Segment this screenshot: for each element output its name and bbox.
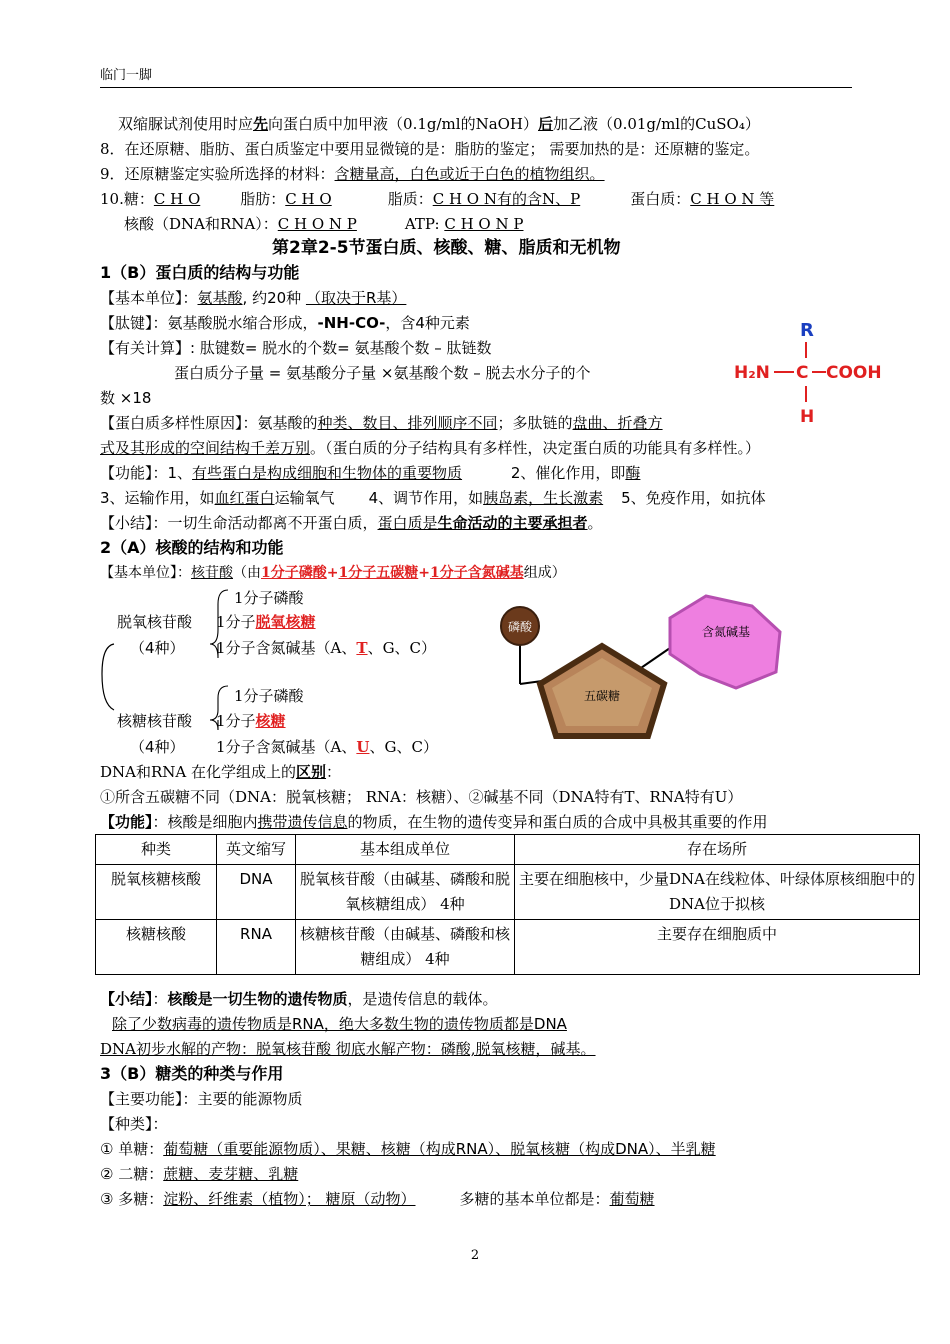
alpha-carbon-label: C (796, 363, 809, 383)
base-shape (670, 596, 780, 688)
table-header-row (96, 835, 920, 865)
deoxynucleotide-label: 脱氧核苷酸 (117, 613, 193, 631)
table-header-cell: 存在场所 (515, 835, 920, 865)
amino-group-label: H₂N (734, 363, 770, 383)
protein-unit-line: 【基本单位】：氨基酸, 约20种 （取决于R基） (100, 289, 407, 307)
nucleotide-illustration (490, 588, 830, 758)
difference-heading-line: DNA和RNA 在化学组成上的区别： (100, 763, 342, 781)
material-line: 9．还原糖鉴定实验所选择的材料：含糖量高，白色或近于白色的植物组织。 (100, 165, 605, 183)
outer-brace (102, 644, 114, 710)
deoxynucleotide-count: （4种） (130, 639, 185, 657)
ribonucleotide-label: 核糖核苷酸 (117, 712, 193, 730)
table-header-cell: 英文缩写 (217, 835, 296, 865)
protein-function-line-1: 【功能】：1、有些蛋白是构成细胞和生物体的重要物质 2、催化作用，即酶 (100, 464, 641, 482)
sugar-base-link (638, 648, 670, 670)
carboxyl-group-label: COOH (826, 363, 882, 383)
calc-line-1: 【有关计算】: 肽键数= 脱水的个数= 氨基酸个数 – 肽链数 (100, 339, 492, 357)
r-group-label: R (800, 320, 814, 341)
page-header: 临门一脚 (100, 64, 852, 88)
section-sugar-heading: 3（B）糖类的种类与作用 (100, 1064, 284, 1083)
amino-acid-structure (730, 318, 895, 430)
hydrogen-label: H (800, 407, 815, 427)
genetic-material-line: 除了少数病毒的遗传物质是RNA，绝大多数生物的遗传物质都是DNA (112, 1015, 567, 1033)
table-row (96, 865, 920, 920)
table-cell: 脱氧核糖核酸 (96, 865, 217, 920)
nucleic-function-line: 【功能】：核酸是细胞内携带遗传信息的物质，在生物的遗传变异和蛋白质的合成中具极其重要的作用 (100, 813, 768, 831)
protein-summary-line: 【小结】：一切生命活动都离不开蛋白质，蛋白质是生命活动的主要承担者。 (100, 514, 603, 532)
ribonucleotide-count: （4种） (130, 738, 185, 756)
ribo-component-base: 1分子含氮碱基（A、U、G、C） (216, 738, 438, 756)
table-cell: 核糖核苷酸（由碱基、磷酸和核糖组成） 4种 (296, 920, 515, 975)
peptide-bond-line: 【肽键】：氨基酸脱水缩合形成，-NH-CO-，含4种元素 (100, 314, 470, 332)
section-nucleic-heading: 2（A）核酸的结构和功能 (100, 538, 284, 557)
ribo-component-phosphate: 1分子磷酸 (234, 687, 304, 705)
deoxy-component-sugar: 1分子脱氧核糖 (216, 613, 316, 631)
calc-line-2: 蛋白质分子量 = 氨基酸分子量 ×氨基酸个数 – 脱去水分子的个 (174, 364, 591, 382)
table-header-cell: 种类 (96, 835, 217, 865)
disaccharide-line: ② 二糖：蔗糖、麦芽糖、乳糖 (100, 1165, 299, 1183)
deoxy-component-base: 1分子含氮碱基（A、T、G、C） (216, 639, 437, 657)
deoxy-component-phosphate: 1分子磷酸 (234, 589, 304, 607)
table-cell: 主要在细胞核中，少量DNA在线粒体、叶绿体原核细胞中的DNA位于拟核 (515, 865, 920, 920)
nucleic-acid-table (95, 834, 920, 975)
calc-line-3: 数 ×18 (100, 389, 152, 407)
monosaccharide-line: ① 单糖：葡萄糖（重要能源物质）、果糖、核糖（构成RNA）、脱氧核糖（构成DNA）、半乳糖 (100, 1140, 716, 1158)
table-cell: DNA (217, 865, 296, 920)
sugar-function-line: 【主要功能】：主要的能源物质 (100, 1090, 303, 1108)
diversity-line-1: 【蛋白质多样性原因】：氨基酸的种类、数目、排列顺序不同；多肽链的盘曲、折叠方 (100, 414, 663, 432)
table-cell: 核糖核酸 (96, 920, 217, 975)
table-cell: 脱氧核苷酸（由碱基、磷酸和脱氧核糖组成） 4种 (296, 865, 515, 920)
nucleic-summary-line: 【小结】：核酸是一切生物的遗传物质，是遗传信息的载体。 (100, 990, 498, 1008)
ribo-component-sugar: 1分子核糖 (216, 712, 286, 730)
table-row (96, 920, 920, 975)
section-protein-heading: 1（B）蛋白质的结构与功能 (100, 263, 300, 282)
biuret-line: 双缩脲试剂使用时应先向蛋白质中加甲液（0.1g/ml的NaOH）后加乙液（0.01g/ml的CuSO₄） (118, 115, 760, 133)
sugar-types-line: 【种类】： (100, 1115, 168, 1133)
diversity-line-2: 式及其形成的空间结构千差万别。（蛋白质的分子结构具有多样性，决定蛋白质的功能具有多样性。） (100, 439, 761, 457)
hydrolysis-line: DNA初步水解的产物：脱氧核苷酸 彻底水解产物：磷酸,脱氧核糖，碱基。 (100, 1040, 596, 1058)
nucleic-elements-line: 核酸（DNA和RNA）：C H O N P ATP: C H O N P (124, 215, 524, 233)
protein-function-line-2: 3、运输作用，如血红蛋白运输氧气 4、调节作用，如胰岛素，生长激素 5、免疫作用，如抗体 (100, 489, 766, 507)
table-header-cell: 基本组成单位 (296, 835, 515, 865)
table-cell: RNA (217, 920, 296, 975)
microscope-line: 8．在还原糖、脂肪、蛋白质鉴定中要用显微镜的是：脂肪的鉴定； 需要加热的是：还原糖的鉴定。 (100, 140, 760, 158)
page-number: 2 (470, 1248, 480, 1263)
chapter-title: 第2章2-5节蛋白质、核酸、糖、脂质和无机物 (272, 238, 621, 258)
elements-line: 10.糖：C H O 脂肪：C H O 脂质：C H O N有的含N、P 蛋白质：C H O N 等 (100, 190, 775, 208)
polysaccharide-line: ③ 多糖：淀粉、纤维素（植物）； 糖原（动物） 多糖的基本单位都是：葡萄糖 (100, 1190, 655, 1208)
pentose-label: 五碳糖 (583, 689, 621, 703)
phosphate-label: 磷酸 (507, 620, 533, 634)
difference-detail-line: ①所含五碳糖不同（DNA：脱氧核糖； RNA：核糖）、②碱基不同（DNA特有T、RNA特有U） (100, 788, 743, 806)
nucleotide-unit-line: 【基本单位】：核苷酸（由1分子磷酸+1分子五碳糖+1分子含氮碱基组成） (100, 565, 566, 581)
base-label: 含氮碱基 (701, 625, 751, 639)
table-cell: 主要存在细胞质中 (515, 920, 920, 975)
